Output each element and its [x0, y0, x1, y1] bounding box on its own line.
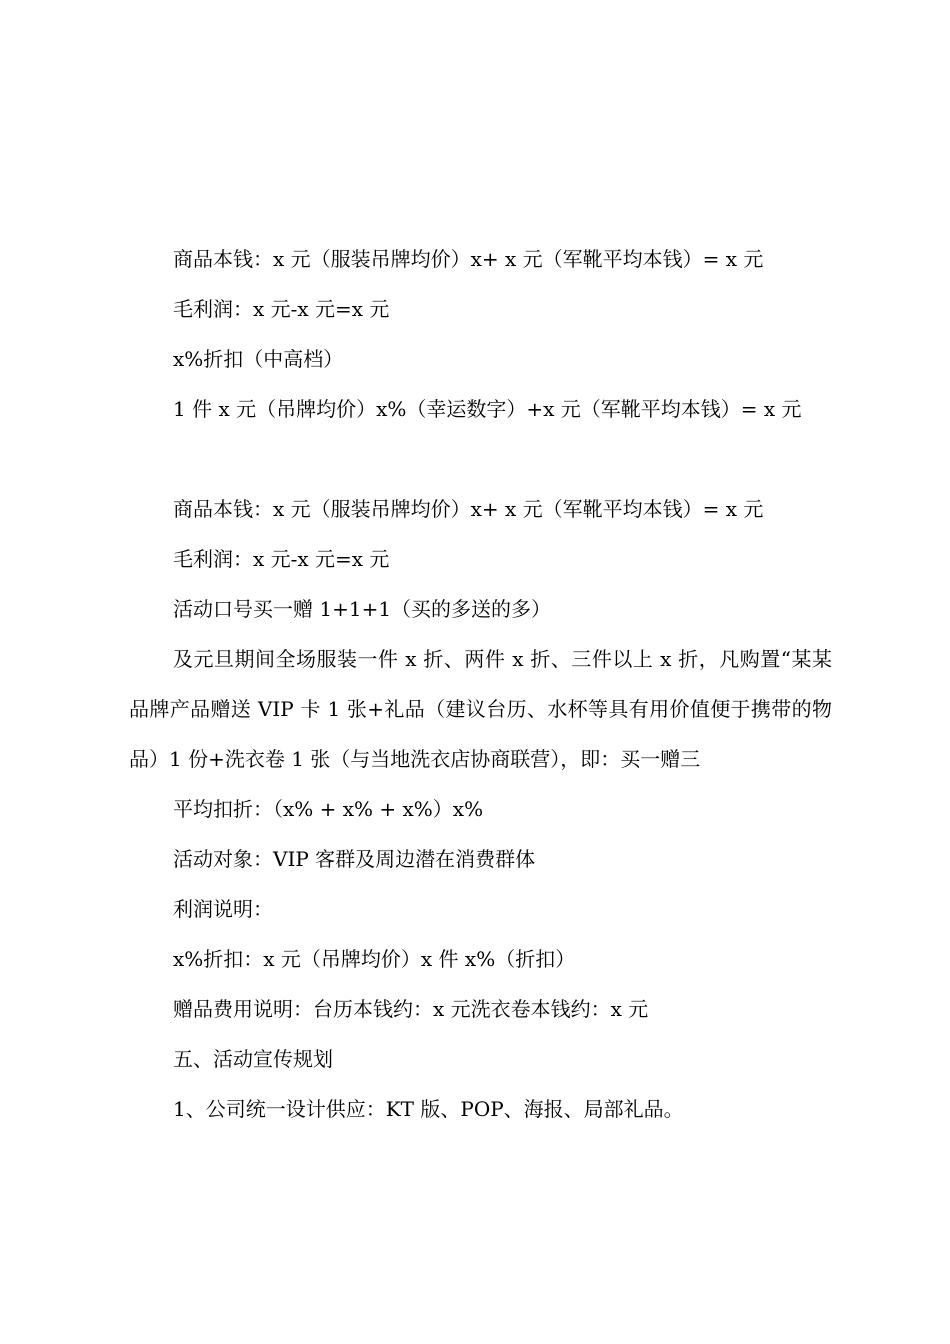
discount-heading: x%折扣（中高档）	[173, 347, 344, 371]
promotion-paragraph: 及元旦期间全场服装一件 x 折、两件 x 折、三件以上 x 折，凡购置“某某品牌产品赠送 VIP 卡 1 张+礼品（建议台历、水杯等具有用价值便于携带的物品）1 份+洗衣卷 1 张（与当地洗衣店协商联营），即：买一赠三	[129, 647, 832, 771]
cost-line-1: 商品本钱：x 元（服装吊牌均价）x+ x 元（军靴平均本钱）= x 元	[173, 247, 764, 271]
cost-line-2: 商品本钱：x 元（服装吊牌均价）x+ x 元（军靴平均本钱）= x 元	[173, 497, 764, 521]
pricing-formula-line: 1 件 x 元（吊牌均价）x%（幸运数字）+x 元（军靴平均本钱）= x 元	[173, 397, 802, 421]
discount-detail-line: x%折扣：x 元（吊牌均价）x 件 x%（折扣）	[173, 947, 576, 971]
gross-profit-line-2: 毛利润：x 元-x 元=x 元	[173, 547, 390, 571]
section-heading-publicity: 五、活动宣传规划	[173, 1047, 333, 1071]
gross-profit-line-1: 毛利润：x 元-x 元=x 元	[173, 297, 390, 321]
gift-cost-line: 赠品费用说明：台历本钱约：x 元洗衣卷本钱约：x 元	[173, 997, 649, 1021]
document-body	[129, 234, 832, 1134]
slogan-line: 活动口号买一赠 1+1+1（买的多送的多）	[173, 597, 552, 621]
profit-note-heading: 利润说明：	[173, 897, 273, 921]
target-audience-line: 活动对象：VIP 客群及周边潜在消费群体	[173, 847, 536, 871]
average-discount-line: 平均扣折：（x% + x% + x%）x%	[173, 797, 484, 821]
blank-line	[129, 434, 832, 484]
publicity-item-1: 1、公司统一设计供应：KT 版、POP、海报、局部礼品。	[173, 1097, 684, 1121]
